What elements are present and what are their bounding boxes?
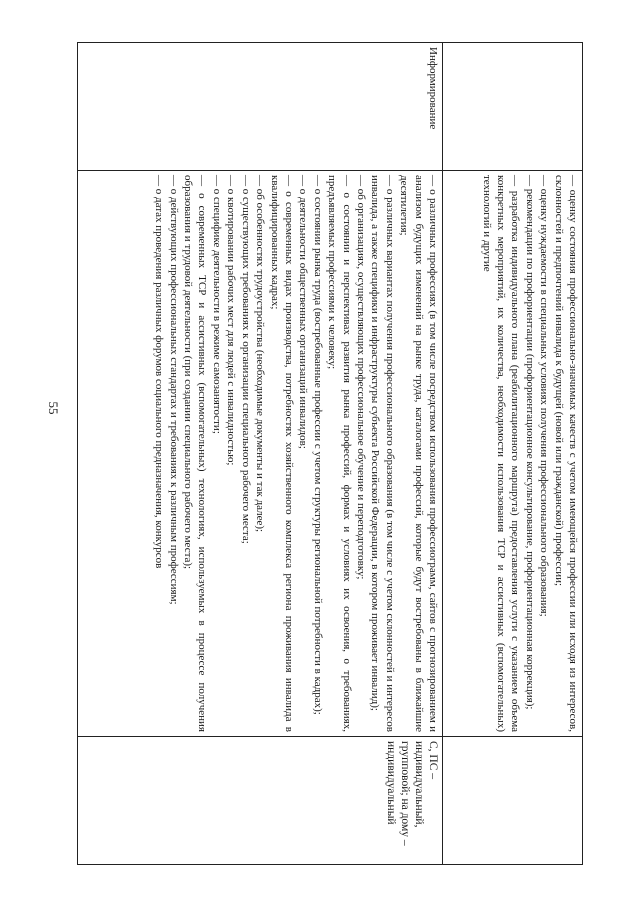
rotated-table-wrapper xyxy=(77,42,583,864)
list-item: — о датах проведения различных форумов социального предназначения, конкурсов xyxy=(153,175,166,569)
table-row xyxy=(78,43,443,865)
list-item: — о квотировании рабочих мест для людей с инвалидностью; xyxy=(225,175,238,466)
category-cell xyxy=(78,43,443,171)
content-cell xyxy=(78,171,443,737)
list-item: — об особенностях трудоустройства (необходимые документы и так далее); xyxy=(254,175,267,533)
service-type: С, ПС – индивидуальный, групповой; на дому – индивидуальный xyxy=(385,741,439,846)
category-label: Информирование xyxy=(427,47,439,130)
list-item: — об организациях, осуществляющих профессиональное обучение и переподготовку; xyxy=(354,175,367,580)
type-cell xyxy=(443,737,583,865)
list-item: — о состоянии рынка труда (востребованные профессии с учетом структуры региональной потребности в кадрах); xyxy=(311,175,324,715)
list-item: — о специфике деятельности в режиме самозанятости; xyxy=(210,175,223,434)
list-item: — о действующих профессиональных стандартах и требованиях к различным профессиям; xyxy=(167,175,180,605)
table-row xyxy=(443,43,583,865)
list-item: — разработка индивидуального плана (реабилитационного маршрута) предоставления услуги с указанием объема конкретных мероприятий, их количества, необходимости использования ТСР и ассистивных (вспомогательных) технологий и другие xyxy=(480,175,522,732)
list-item: — о деятельности общественных организаций инвалидов; xyxy=(297,175,310,449)
list-item: — о различных вариантах получения профессионального образования (в том числе с учетом склонностей и интересов инвалида, а также специфики и инфраструктуры субъекта Российской Федерации, в котором проживает инвалид); xyxy=(369,175,396,732)
services-table xyxy=(77,42,583,865)
content-cell xyxy=(443,171,583,737)
list-item: — о состоянии и перспективах развития рынка профессий, формах и условиях их освоения, о требованиях, предъявляемых профессиями к человеку; xyxy=(326,175,353,732)
list-item: — оценку нуждаемости в специальных условиях получения профессионального образования; xyxy=(538,175,551,617)
category-cell xyxy=(443,43,583,171)
type-cell xyxy=(78,737,443,865)
list-item: — о существующих требованиях к организации специального рабочего места; xyxy=(239,175,252,544)
page-number: 55 xyxy=(46,401,61,415)
list-item: — оценку состояния профессионально-значимых качеств с учетом имеющейся профессии или исходя из интересов, склонностей и предпочтений инвалида к будущей (новой или гражданской) профессии; xyxy=(552,175,579,732)
list-item: — рекомендации по профориентации (профориентационное консультирование, профориентационная коррекция); xyxy=(523,175,536,710)
list-item: — о современных видах производства, потребностях хозяйственного комплекса региона проживания инвалида в квалифицированных кадрах; xyxy=(268,175,295,732)
list-item: — о современных ТСР и ассистивных (вспомогательных) технологиях, используемых в процессе получения образования и трудовой деятельности (при создании специального рабочего места); xyxy=(182,175,209,732)
list-item: — о различных профессиях (в том числе посредством использования профессиограмм, сайтов с прогнозированием и анализом будущих изменений на рынке труда, каталогами профессий, которые будут востребованы в ближайшие десятилетия; xyxy=(398,175,439,732)
